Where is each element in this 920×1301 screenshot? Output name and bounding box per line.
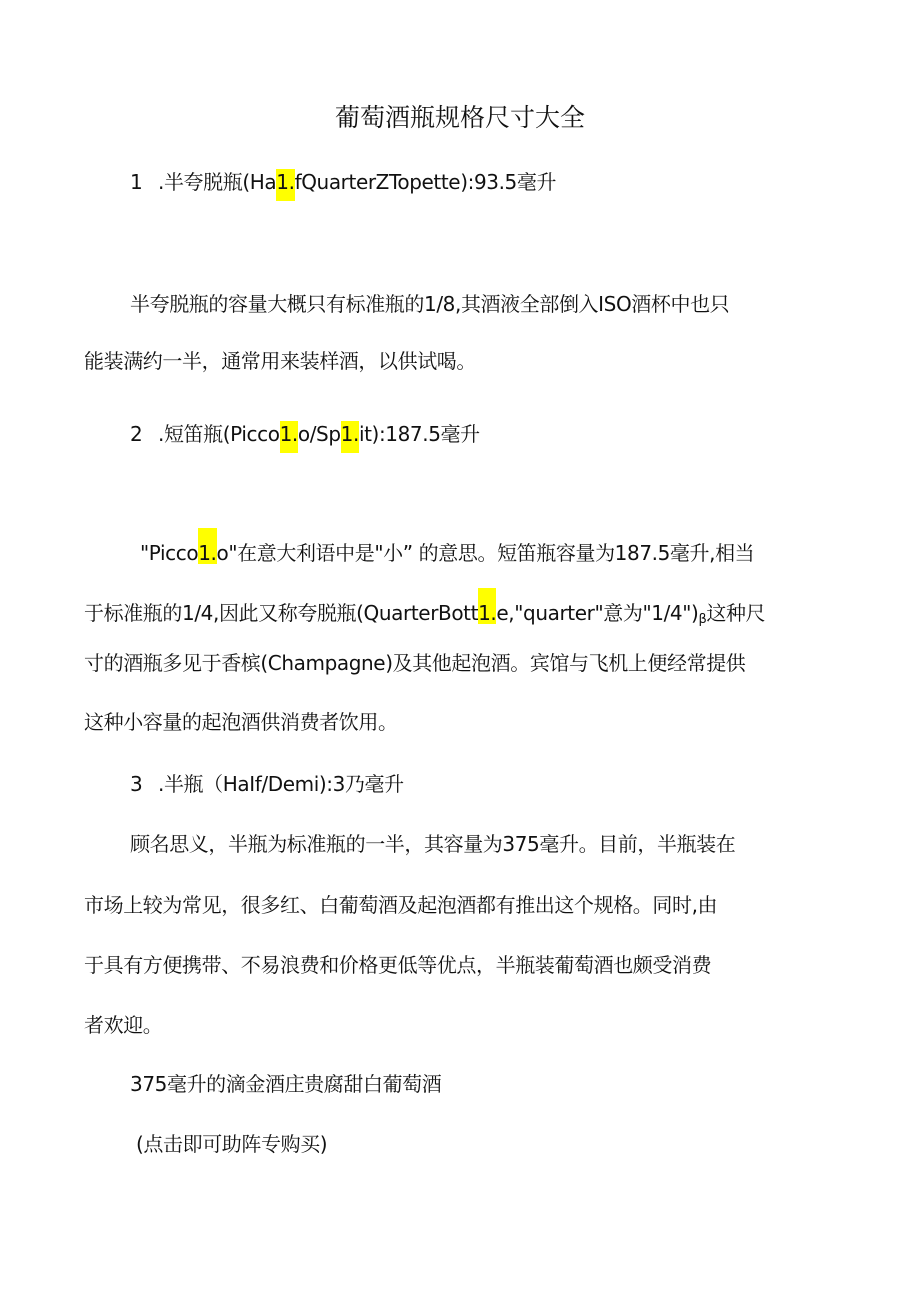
heading-text: fQuarterZTopette):93.5毫升 [294, 170, 557, 194]
paragraph-text: "Picco [140, 541, 199, 565]
highlight-mark: 1. [478, 588, 496, 624]
section-heading-3 [130, 768, 404, 800]
paragraph-1-line-2: 能装满约一半，通常用来装样酒，以供试喝。 [84, 349, 476, 373]
paragraph-3-line-4: 者欢迎。 [84, 1013, 163, 1037]
section-number: 1 [130, 170, 143, 194]
paragraph-2-line-1 [140, 528, 754, 569]
wine-product-caption: 375毫升的滴金酒庄贵腐甜白葡萄酒 [130, 1072, 442, 1096]
heading-text: o/Sp [297, 422, 341, 446]
heading-text: .短笛瓶(Picco [158, 422, 280, 446]
page-title: 葡萄酒瓶规格尺寸大全 [334, 103, 585, 132]
highlight-mark: 1. [276, 169, 294, 201]
paragraph-3-line-2: 市场上较为常见，很多红、白葡萄酒及起泡酒都有推出这个规格。同时,由 [84, 893, 718, 917]
paragraph-text: 于标准瓶的1/4,因此又称夸脱瓶(QuarterBott [84, 601, 479, 625]
highlight-mark: 1. [341, 421, 359, 453]
paragraph-3-line-1: 顾名思义，半瓶为标准瓶的一半，其容量为375毫升。目前，半瓶装在 [130, 832, 736, 856]
section-heading-1 [130, 166, 556, 201]
paragraph-text: o"在意大利语中是"小” 的意思。短笛瓶容量为187.5毫升,相当 [216, 541, 755, 565]
heading-text: it):187.5毫升 [358, 422, 480, 446]
paragraph-2-line-3: 寸的酒瓶多见于香槟(Champagne)及其他起泡酒。宾馆与飞机上便经常提供 [84, 651, 746, 675]
paragraph-2-line-4: 这种小容量的起泡酒供消费者饮用。 [84, 710, 398, 734]
section-heading-2 [130, 418, 480, 453]
purchase-link-text[interactable]: (点击即可助阵专购买) [136, 1132, 328, 1156]
paragraph-text: 这种尺 [706, 601, 766, 625]
highlight-mark: 1. [198, 528, 216, 564]
paragraph-3-line-3: 于具有方便携带、不易浪费和价格更低等优点，半瓶装葡萄酒也颇受消费 [84, 953, 712, 977]
heading-text: .半夸脱瓶(Ha [158, 170, 277, 194]
paragraph-2-line-2 [84, 588, 765, 636]
heading-text: .半瓶（HaIf/Demi):3乃毫升 [158, 772, 404, 796]
paragraph-1-line-1: 半夸脱瓶的容量大概只有标准瓶的1/8,其酒液全部倒入ISO酒杯中也只 [130, 292, 730, 316]
subscript-mark: β [698, 612, 707, 627]
highlight-mark: 1. [280, 421, 298, 453]
section-number: 2 [130, 422, 143, 446]
section-number: 3 [130, 772, 143, 796]
paragraph-text: e,"quarter"意为"1/4") [496, 601, 699, 625]
